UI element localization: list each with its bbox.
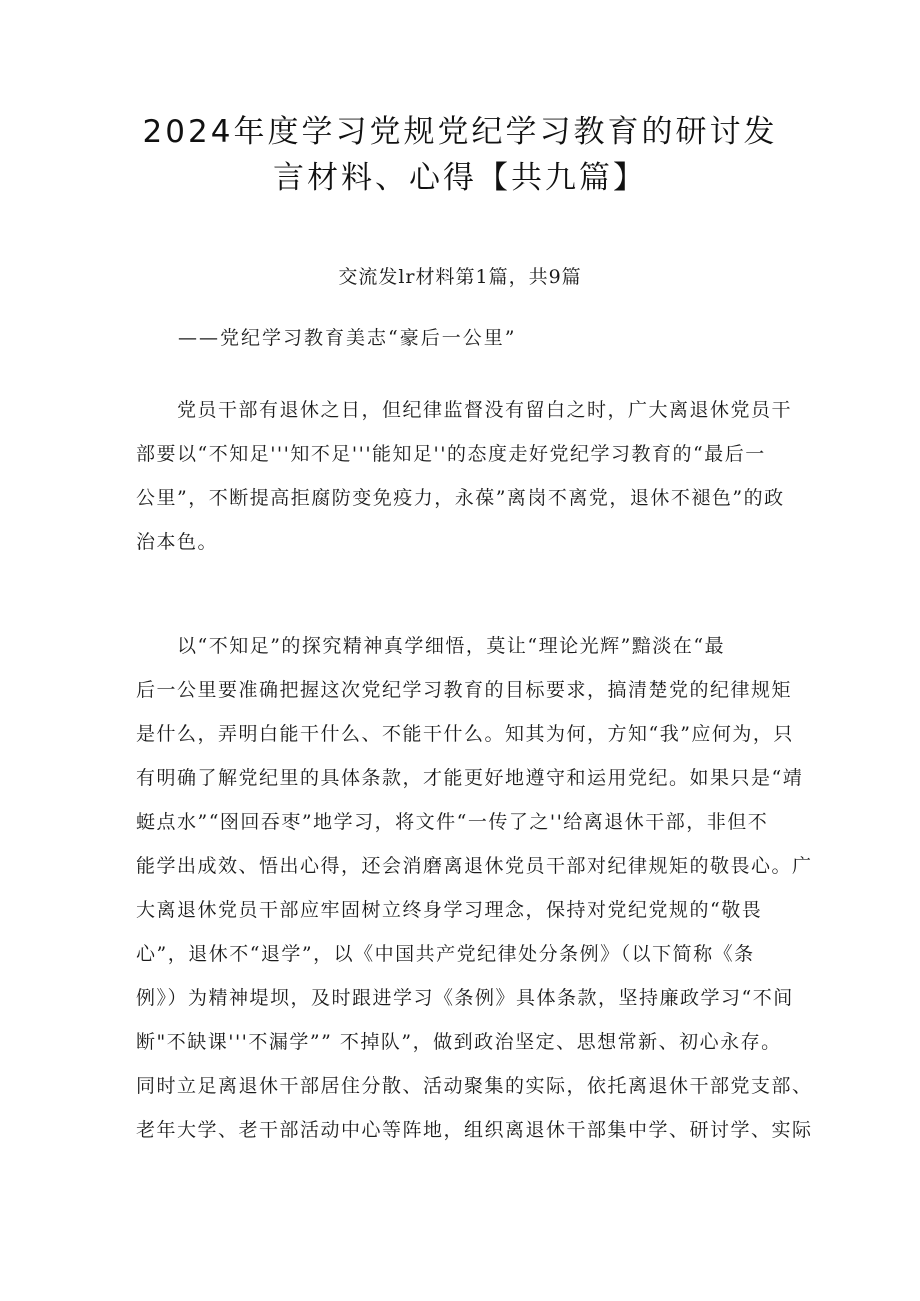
paragraph-line: 例》）为精神堤坝，及时跟进学习《条例》具体条款，坚持廉政学习“不间	[136, 987, 794, 1009]
paragraph-line: 以“不知足”的探究精神真学细悟，莫让“理论光辉”黯淡在“最	[136, 635, 726, 657]
paragraph-line: 公里”，不断提高拒腐防变免疫力，永葆”离岗不离党，退休不褪色”的政	[136, 487, 785, 509]
paragraph-1	[136, 388, 792, 564]
section-epigraph: ——党纪学习教育美志“豪后一公里”	[178, 327, 517, 349]
paragraph-line: 同时立足离退休干部居住分散、活动聚集的实际，依托离退休干部党支部、	[136, 1075, 813, 1097]
document-title-line-1: 2024年度学习党规党纪学习教育的研讨发	[142, 114, 778, 150]
section-subtitle: 交流发lr材料第1篇，共9篇	[338, 266, 582, 288]
paragraph-line: 是什么，弄明白能干什么、不能干什么。知其为何，方知“我”应何为，只	[136, 723, 794, 745]
paragraph-line: 党员干部有退休之日，但纪律监督没有留白之时，广大离退休党员干	[136, 399, 793, 421]
paragraph-line: 能学出成效、悟出心得，还会消磨离退休党员干部对纪律规矩的敬畏心。广	[136, 855, 813, 877]
paragraph-line: 蜓点水”“囹回吞枣”地学习，将文件“一传了之''给离退休干部，非但不	[136, 811, 769, 833]
paragraph-line: 部要以“不知足'''知不足'''能知足''的态度走好党纪学习教育的“最后一	[136, 443, 766, 465]
paragraph-line: 心”，退休不“退学”，以《中国共产党纪律处分条例》（以下简称《条	[136, 943, 755, 965]
document-title-line-2: 言材料、心得【共九篇】	[273, 160, 647, 196]
paragraph-line: 后一公里要准确把握这次党纪学习教育的目标要求，搞清楚党的纪律规矩	[136, 679, 793, 701]
paragraph-line: 断"不缺课'''不漏学”” 不掉队”，做到政治坚定、思想常新、初心永存。	[136, 1031, 782, 1053]
paragraph-line: 老年大学、老干部活动中心等阵地，组织离退休干部集中学、研讨学、实际	[136, 1119, 813, 1141]
paragraph-2	[136, 624, 813, 1152]
paragraph-line: 有明确了解党纪里的具体条款，才能更好地遵守和运用党纪。如果只是“靖	[136, 767, 804, 789]
paragraph-line: 治本色。	[136, 531, 219, 553]
paragraph-line: 大离退休党员干部应牢固树立终身学习理念，保持对党纪党规的“敬畏	[136, 899, 763, 921]
